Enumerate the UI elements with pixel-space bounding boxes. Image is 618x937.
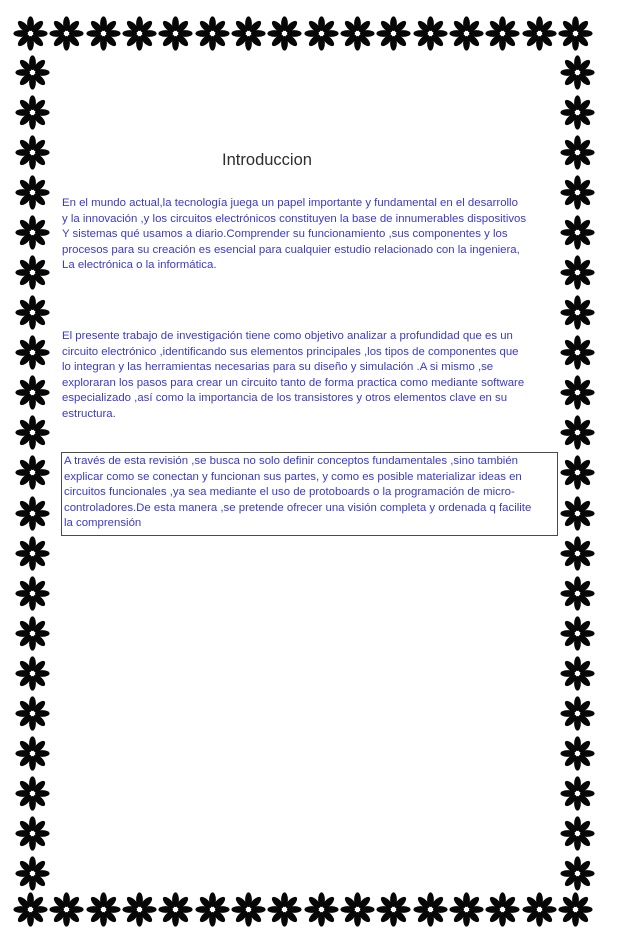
flower-asterisk-icon — [158, 16, 193, 51]
flower-asterisk-icon — [15, 335, 50, 370]
flower-asterisk-icon — [13, 892, 48, 927]
flower-asterisk-icon — [560, 55, 595, 90]
paragraph-boxed-summary: A través de esta revisión ,se busca no solo definir conceptos fundamentales ,sino también explicar como se conectan y funcionan sus partes, y como es posible materializar ideas en circuitos funcionales ,ya sea mediante el uso de protoboards o la programación de micro- controladores.De esta manera ,se pretende ofrecer una visión completa y ordenada q facilite la comprensión — [64, 455, 532, 530]
flower-asterisk-icon — [560, 536, 595, 571]
flower-asterisk-icon — [15, 736, 50, 771]
flower-asterisk-icon — [558, 16, 593, 51]
flower-asterisk-icon — [15, 496, 50, 531]
flower-asterisk-icon — [15, 776, 50, 811]
flower-asterisk-icon — [15, 576, 50, 611]
flower-asterisk-icon — [304, 16, 339, 51]
flower-asterisk-icon — [560, 816, 595, 851]
flower-asterisk-icon — [560, 856, 595, 891]
flower-asterisk-icon — [413, 16, 448, 51]
flower-asterisk-icon — [560, 656, 595, 691]
flower-asterisk-icon — [522, 892, 557, 927]
flower-asterisk-icon — [15, 856, 50, 891]
flower-asterisk-icon — [376, 892, 411, 927]
flower-asterisk-icon — [267, 892, 302, 927]
flower-asterisk-icon — [560, 576, 595, 611]
flower-asterisk-icon — [15, 455, 50, 490]
border-left-flower-column — [14, 55, 51, 891]
flower-asterisk-icon — [49, 892, 84, 927]
flower-asterisk-icon — [304, 892, 339, 927]
flower-asterisk-icon — [560, 696, 595, 731]
flower-asterisk-icon — [560, 135, 595, 170]
paragraph-objective: El presente trabajo de investigación tiene como objetivo analizar a profundidad que es un circuito electrónico ,identificando sus elementos principales ,los tipos de componentes que lo integran y las herramientas necesarias para su diseño y simulación .A si mismo ,se exploraran los pasos para crear un circuito tanto de forma practica como mediante software especializado ,así como la importancia de los transistores y otros elementos clave en su estructura. — [62, 330, 525, 420]
flower-asterisk-icon — [15, 375, 50, 410]
flower-asterisk-icon — [15, 415, 50, 450]
paragraph-intro-context: En el mundo actual,la tecnología juega un papel importante y fundamental en el desarrollo y la innovación ,y los circuitos electrónicos constituyen la base de innumerables dispositivos Y sistemas qué usamos a diario.Comprender su funcionamiento ,sus componentes y los procesos para su creación es esencial para cualquier estudio relacionado con la ingeniera, La electrónica o la informática. — [62, 197, 527, 272]
flower-asterisk-icon — [522, 16, 557, 51]
flower-asterisk-icon — [560, 776, 595, 811]
flower-asterisk-icon — [340, 892, 375, 927]
flower-asterisk-icon — [15, 215, 50, 250]
flower-asterisk-icon — [15, 175, 50, 210]
flower-asterisk-icon — [560, 295, 595, 330]
flower-asterisk-icon — [15, 656, 50, 691]
flower-asterisk-icon — [13, 16, 48, 51]
border-top-flower-row — [13, 15, 593, 52]
flower-asterisk-icon — [15, 536, 50, 571]
flower-asterisk-icon — [195, 16, 230, 51]
flower-asterisk-icon — [122, 16, 157, 51]
flower-asterisk-icon — [560, 95, 595, 130]
flower-asterisk-icon — [267, 16, 302, 51]
flower-asterisk-icon — [231, 892, 266, 927]
flower-asterisk-icon — [195, 892, 230, 927]
border-right-flower-column — [559, 55, 596, 891]
flower-asterisk-icon — [15, 55, 50, 90]
flower-asterisk-icon — [86, 16, 121, 51]
flower-asterisk-icon — [15, 696, 50, 731]
page-title: Introduccion — [222, 151, 312, 169]
flower-asterisk-icon — [449, 892, 484, 927]
flower-asterisk-icon — [449, 16, 484, 51]
flower-asterisk-icon — [122, 892, 157, 927]
flower-asterisk-icon — [15, 295, 50, 330]
flower-asterisk-icon — [15, 255, 50, 290]
flower-asterisk-icon — [15, 95, 50, 130]
flower-asterisk-icon — [560, 455, 595, 490]
flower-asterisk-icon — [340, 16, 375, 51]
flower-asterisk-icon — [485, 892, 520, 927]
flower-asterisk-icon — [560, 616, 595, 651]
flower-asterisk-icon — [413, 892, 448, 927]
flower-asterisk-icon — [49, 16, 84, 51]
flower-asterisk-icon — [86, 892, 121, 927]
flower-asterisk-icon — [376, 16, 411, 51]
text-box-frame — [61, 452, 558, 536]
flower-asterisk-icon — [15, 616, 50, 651]
flower-asterisk-icon — [15, 135, 50, 170]
border-bottom-flower-row — [13, 891, 593, 928]
flower-asterisk-icon — [231, 16, 266, 51]
flower-asterisk-icon — [560, 736, 595, 771]
flower-asterisk-icon — [485, 16, 520, 51]
flower-asterisk-icon — [158, 892, 193, 927]
flower-asterisk-icon — [560, 496, 595, 531]
flower-asterisk-icon — [558, 892, 593, 927]
flower-asterisk-icon — [15, 816, 50, 851]
